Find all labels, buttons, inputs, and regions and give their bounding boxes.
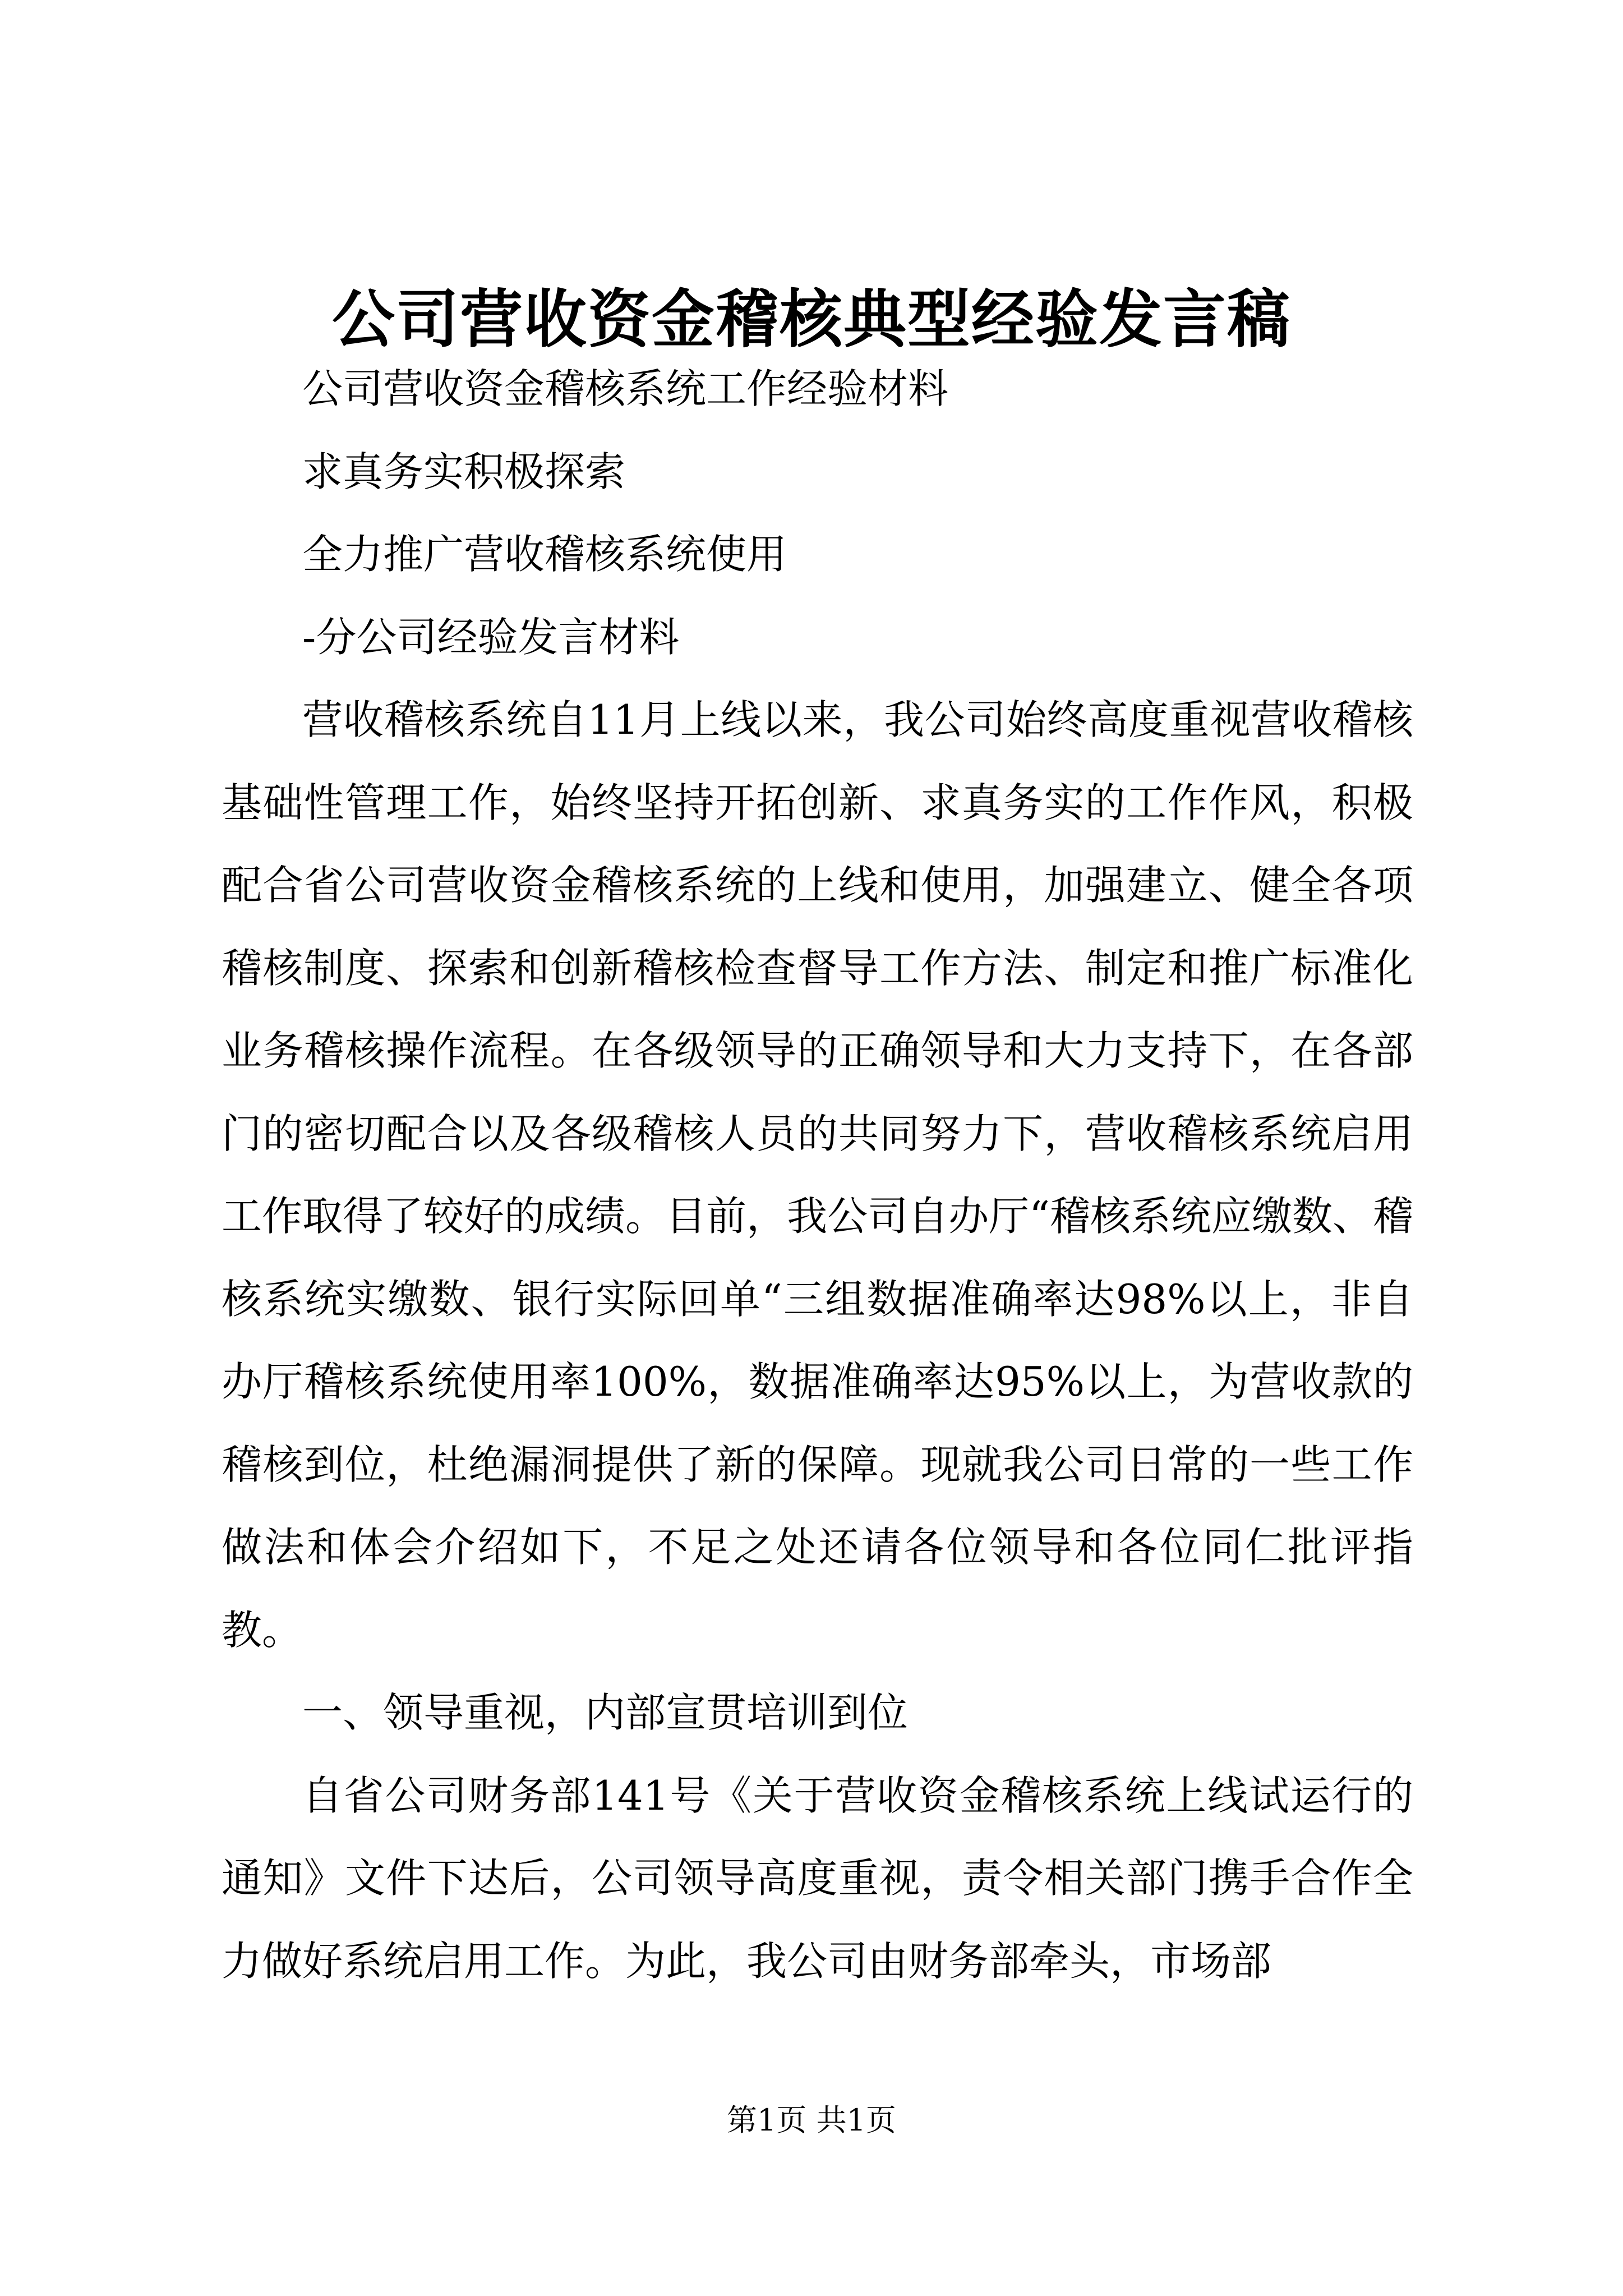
document-body	[222, 348, 1413, 2003]
page-footer: 第1页 共1页	[727, 2102, 896, 2138]
subtitle-line: -分公司经验发言材料	[302, 613, 680, 661]
body-paragraph: 自省公司财务部141号《关于营收资金稽核系统上线试运行的通知》文件下达后，公司领导高度重视，责令相关部门携手合作全力做好系统启用工作。为此，我公司由财务部牵头，市场部	[222, 1772, 1413, 1985]
document-title: 公司营收资金稽核典型经验发言稿	[332, 283, 1291, 356]
subtitle-line: 求真务实积极探索	[302, 448, 626, 495]
subtitle-line: 全力推广营收稽核系统使用	[302, 531, 787, 578]
body-paragraph: 营收稽核系统自11月上线以来，我公司始终高度重视营收稽核基础性管理工作，始终坚持开拓创新、求真务实的工作作风，积极配合省公司营收资金稽核系统的上线和使用，加强建立、健全各项稽核制度、探索和创新稽核检查督导工作方法、制定和推广标准化业务稽核操作流程。在各级领导的正确领导和大力支持下，在各部门的密切配合以及各级稽核人员的共同努力下，营收稽核系统启用工作取得了较好的成绩。目前，我公司自办厅“稽核系统应缴数、稽核系统实缴数、银行实际回单“三组数据准确率达98%以上，非自办厅稽核系统使用率100%，数据准确率达95%以上，为营收款的稽核到位，杜绝漏洞提供了新的保障。现就我公司日常的一些工作做法和体会介绍如下，不足之处还请各位领导和各位同仁批评指教。	[222, 696, 1413, 1654]
subtitle-line: 公司营收资金稽核系统工作经验材料	[302, 365, 949, 412]
section-heading: 一、领导重视，内部宣贯培训到位	[302, 1689, 909, 1736]
